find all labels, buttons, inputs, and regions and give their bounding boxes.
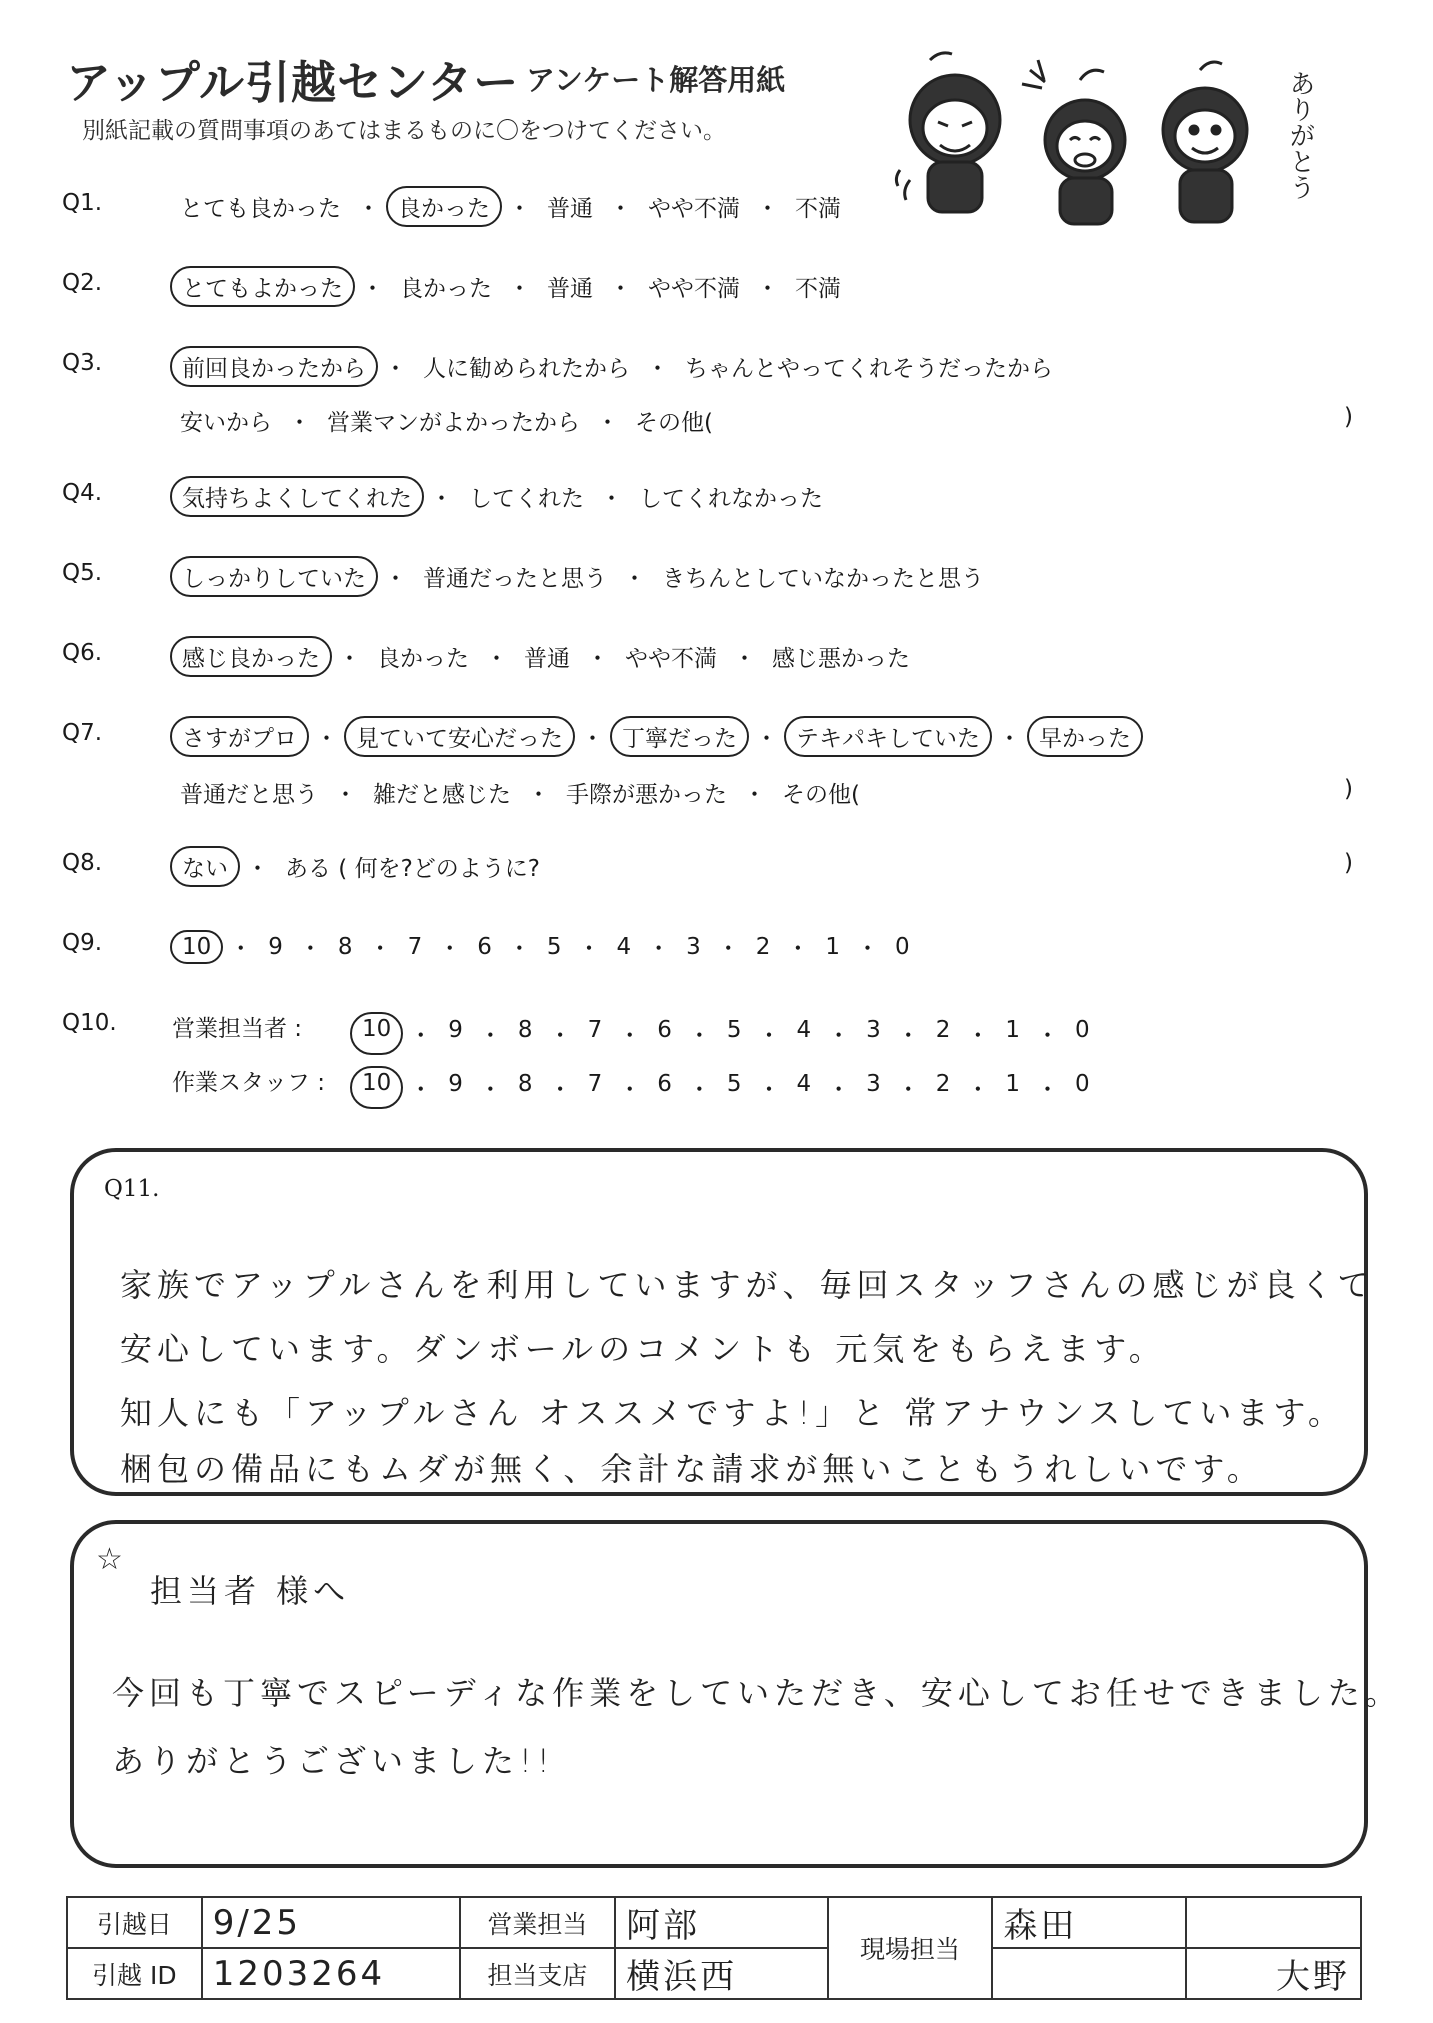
star-icon: ☆ <box>96 1542 128 1577</box>
question-row <box>62 850 1382 890</box>
question-number: Q9. <box>62 930 103 956</box>
answer-option[interactable]: 7 <box>407 933 423 960</box>
form-subtitle: アンケート解答用紙 <box>526 63 786 97</box>
answer-option[interactable]: その他( <box>782 782 860 808</box>
separator: ・ <box>548 1023 572 1049</box>
rating-option[interactable]: 9 <box>448 1071 463 1097</box>
mascot-thanks-text: ありがとう <box>1285 70 1315 200</box>
close-paren: ) <box>1344 404 1353 430</box>
rating-option[interactable]: 4 <box>796 1071 812 1097</box>
separator: ・ <box>757 1023 781 1049</box>
question-row-continued <box>62 776 1382 816</box>
branch-name: 横浜西 <box>615 1948 828 1999</box>
answer-option[interactable]: 不満 <box>795 276 841 302</box>
question-number: Q7. <box>62 720 103 746</box>
question-number: Q2. <box>62 270 103 296</box>
separator: ・ <box>856 936 880 962</box>
answer-option[interactable]: やや不満 <box>648 196 740 222</box>
answer-option[interactable]: 3 <box>686 933 701 960</box>
separator: ・ <box>508 196 531 222</box>
answer-option[interactable]: 人に勧められたから <box>423 356 630 382</box>
separator: ・ <box>438 936 462 962</box>
separator: ・ <box>756 276 779 302</box>
separator: ・ <box>755 726 778 752</box>
separator: ・ <box>548 1077 572 1103</box>
answer-option[interactable]: 感じ良かった <box>170 636 332 677</box>
question-row <box>62 720 1382 760</box>
move-id-value: 1203264 <box>202 1948 460 1999</box>
separator: ・ <box>507 936 531 962</box>
move-date-value: 9/25 <box>202 1897 460 1948</box>
answer-option[interactable]: とても良かった <box>180 196 341 222</box>
footer-info-table <box>66 1896 1362 2000</box>
separator: ・ <box>577 936 601 962</box>
answer-option[interactable]: 不満 <box>795 196 841 222</box>
answer-option[interactable]: 早かった <box>1027 716 1143 757</box>
answer-option[interactable]: きちんとしていなかったと思う <box>662 566 984 592</box>
rating-option[interactable]: 1 <box>1005 1071 1021 1097</box>
answer-option[interactable]: やや不満 <box>625 646 717 672</box>
q10-sub-row <box>172 1010 1100 1050</box>
separator: ・ <box>896 1077 920 1103</box>
answer-option[interactable]: 普通だったと思う <box>423 566 607 592</box>
separator: ・ <box>586 646 609 672</box>
q11-line-1: 家族でアップルさんを利用していますが、毎回スタッフさんの感じが良くて <box>120 1266 1375 1304</box>
move-date-label: 引越日 <box>67 1897 202 1948</box>
close-paren: ) <box>1344 850 1353 876</box>
empty-cell <box>992 1948 1186 1999</box>
answer-option[interactable]: 見ていて安心だった <box>344 716 575 757</box>
rating-option[interactable]: 10 <box>350 1066 403 1109</box>
question-row <box>62 350 1382 390</box>
answer-option[interactable]: 4 <box>616 933 632 960</box>
separator: ・ <box>409 1077 433 1103</box>
site-name-2: 大野 <box>1186 1948 1361 1999</box>
rating-option[interactable]: 0 <box>1075 1071 1090 1097</box>
separator: ・ <box>1036 1023 1060 1049</box>
rating-option[interactable]: 2 <box>935 1017 951 1043</box>
instruction-text: 別紙記載の質問事項のあてはまるものに〇をつけてください。 <box>82 118 726 144</box>
separator: ・ <box>315 726 338 752</box>
question-row <box>62 560 1382 600</box>
answer-option[interactable]: さすがプロ <box>170 716 309 757</box>
q11-line-3: 知人にも「アップルさん オススメですよ!」と 常アナウンスしています。 <box>120 1394 1345 1432</box>
question-number: Q4. <box>62 480 103 506</box>
answer-option[interactable]: とてもよかった <box>170 266 355 307</box>
site-name-1: 森田 <box>992 1897 1186 1948</box>
separator: ・ <box>757 1077 781 1103</box>
answer-option[interactable]: 普通 <box>524 646 570 672</box>
question-number: Q6. <box>62 640 103 666</box>
answer-option[interactable]: してくれた <box>469 486 584 512</box>
separator: ・ <box>896 1023 920 1049</box>
separator: ・ <box>756 196 779 222</box>
rating-option[interactable]: 8 <box>517 1017 533 1043</box>
answer-option[interactable]: その他( <box>635 410 713 436</box>
answer-option[interactable]: 営業マンがよかったから <box>327 410 580 436</box>
separator: ・ <box>334 782 357 808</box>
rating-option[interactable]: 2 <box>935 1071 951 1097</box>
question-number: Q8. <box>62 850 103 876</box>
answer-option[interactable]: ない <box>170 846 240 887</box>
answer-option[interactable]: 良かった <box>386 186 502 227</box>
rating-option[interactable]: 9 <box>448 1017 463 1043</box>
rating-option[interactable]: 6 <box>657 1071 672 1097</box>
separator: ・ <box>743 782 766 808</box>
separator: ・ <box>368 936 392 962</box>
message-line-2: ありがとうございました!! <box>112 1742 555 1780</box>
separator: ・ <box>298 936 322 962</box>
separator: ・ <box>338 646 361 672</box>
rating-option[interactable]: 5 <box>726 1071 742 1097</box>
separator: ・ <box>647 936 671 962</box>
empty-cell <box>1186 1897 1361 1948</box>
move-id-label: 引越 ID <box>67 1948 202 1999</box>
rating-option[interactable]: 7 <box>587 1071 603 1097</box>
answer-option[interactable]: ちゃんとやってくれそうだったから <box>685 356 1053 382</box>
answer-option[interactable]: ある ( 何を?どのように? <box>285 856 541 882</box>
branch-label: 担当支店 <box>460 1948 615 1999</box>
separator: ・ <box>827 1023 851 1049</box>
answer-option[interactable]: 普通 <box>547 276 593 302</box>
answer-option[interactable]: 10 <box>170 930 223 964</box>
question-row <box>62 480 1382 520</box>
answer-option[interactable]: 気持ちよくしてくれた <box>170 476 424 517</box>
rating-option[interactable]: 10 <box>350 1012 403 1055</box>
separator: ・ <box>430 486 453 512</box>
rating-option[interactable]: 4 <box>796 1017 812 1043</box>
separator: ・ <box>478 1077 502 1103</box>
rating-option[interactable]: 3 <box>866 1071 881 1097</box>
separator: ・ <box>1036 1077 1060 1103</box>
rating-option[interactable]: 1 <box>1005 1017 1021 1043</box>
q11-line-2: 安心しています。ダンボールのコメントも 元気をもらえます。 <box>120 1330 1166 1368</box>
separator: ・ <box>786 936 810 962</box>
answer-option[interactable]: 1 <box>825 933 841 960</box>
answer-option[interactable]: してくれなかった <box>639 486 823 512</box>
question-number: Q1. <box>62 190 103 216</box>
separator: ・ <box>966 1023 990 1049</box>
question-row <box>62 270 1382 310</box>
answer-option[interactable]: 丁寧だった <box>610 716 749 757</box>
separator: ・ <box>687 1023 711 1049</box>
rating-option[interactable]: 7 <box>587 1017 603 1043</box>
form-title: アップル引越センター <box>66 56 520 109</box>
message-box <box>70 1520 1402 1868</box>
separator: ・ <box>609 276 632 302</box>
separator: ・ <box>357 196 380 222</box>
separator: ・ <box>998 726 1021 752</box>
sales-label: 営業担当 <box>460 1897 615 1948</box>
separator: ・ <box>384 566 407 592</box>
separator: ・ <box>485 646 508 672</box>
monkey-1-icon <box>896 53 1000 212</box>
answer-option[interactable]: 良かった <box>377 646 469 672</box>
answer-option[interactable]: やや不満 <box>648 276 740 302</box>
answer-option[interactable]: しっかりしていた <box>170 556 378 597</box>
site-label: 現場担当 <box>828 1897 993 1999</box>
separator: ・ <box>384 356 407 382</box>
answer-option[interactable]: テキパキしていた <box>784 716 992 757</box>
message-line-1: 今回も丁寧でスピーディな作業をしていただき、安心してお任せできました。 <box>112 1674 1402 1712</box>
separator: ・ <box>596 410 619 436</box>
rating-option[interactable]: 0 <box>1075 1017 1090 1043</box>
question-number: Q3. <box>62 350 103 376</box>
separator: ・ <box>716 936 740 962</box>
rating-option[interactable]: 8 <box>517 1071 533 1097</box>
q10-sub-label: 作業スタッフ : <box>172 1070 326 1096</box>
question-row <box>62 930 1382 970</box>
answer-option[interactable]: 0 <box>895 933 910 960</box>
rating-option[interactable]: 3 <box>866 1017 881 1043</box>
answer-option[interactable]: 5 <box>546 933 562 960</box>
question-row <box>62 640 1382 680</box>
answer-option[interactable]: 普通 <box>547 196 593 222</box>
separator: ・ <box>229 936 253 962</box>
separator: ・ <box>581 726 604 752</box>
q11-line-4: 梱包の備品にもムダが無く、余計な請求が無いこともうれしいです。 <box>120 1450 1264 1488</box>
separator: ・ <box>687 1077 711 1103</box>
answer-option[interactable]: 8 <box>337 933 353 960</box>
separator: ・ <box>733 646 756 672</box>
separator: ・ <box>508 276 531 302</box>
separator: ・ <box>827 1077 851 1103</box>
answer-option[interactable]: 手際が悪かった <box>566 782 727 808</box>
q10-sub-label: 営業担当者 : <box>172 1016 303 1042</box>
answer-option[interactable]: 雑だと感じた <box>373 782 511 808</box>
answer-option[interactable]: 6 <box>477 933 492 960</box>
separator: ・ <box>966 1077 990 1103</box>
separator: ・ <box>288 410 311 436</box>
separator: ・ <box>527 782 550 808</box>
close-paren: ) <box>1344 776 1353 802</box>
answer-option[interactable]: 2 <box>755 933 771 960</box>
question-row <box>62 190 1382 230</box>
separator: ・ <box>478 1023 502 1049</box>
rating-option[interactable]: 5 <box>726 1017 742 1043</box>
separator: ・ <box>246 856 269 882</box>
question-number: Q5. <box>62 560 103 586</box>
separator: ・ <box>409 1023 433 1049</box>
separator: ・ <box>618 1023 642 1049</box>
separator: ・ <box>618 1077 642 1103</box>
answer-option[interactable]: 安いから <box>180 410 272 436</box>
answer-option[interactable]: 良かった <box>400 276 492 302</box>
message-greeting: 担当者 様へ <box>150 1572 351 1610</box>
q11-label: Q11. <box>104 1176 160 1202</box>
separator: ・ <box>646 356 669 382</box>
answer-option[interactable]: 感じ悪かった <box>772 646 910 672</box>
answer-option[interactable]: 9 <box>268 933 283 960</box>
question-number: Q10. <box>62 1010 117 1036</box>
separator: ・ <box>361 276 384 302</box>
q11-comment-box <box>70 1148 1375 1496</box>
separator: ・ <box>600 486 623 512</box>
answer-option[interactable]: 普通だと思う <box>180 782 318 808</box>
separator: ・ <box>623 566 646 592</box>
q10-sub-row <box>172 1064 1100 1104</box>
rating-option[interactable]: 6 <box>657 1017 672 1043</box>
sales-name: 阿部 <box>615 1897 828 1948</box>
question-row-continued <box>62 404 1382 444</box>
separator: ・ <box>609 196 632 222</box>
answer-option[interactable]: 前回良かったから <box>170 346 378 387</box>
